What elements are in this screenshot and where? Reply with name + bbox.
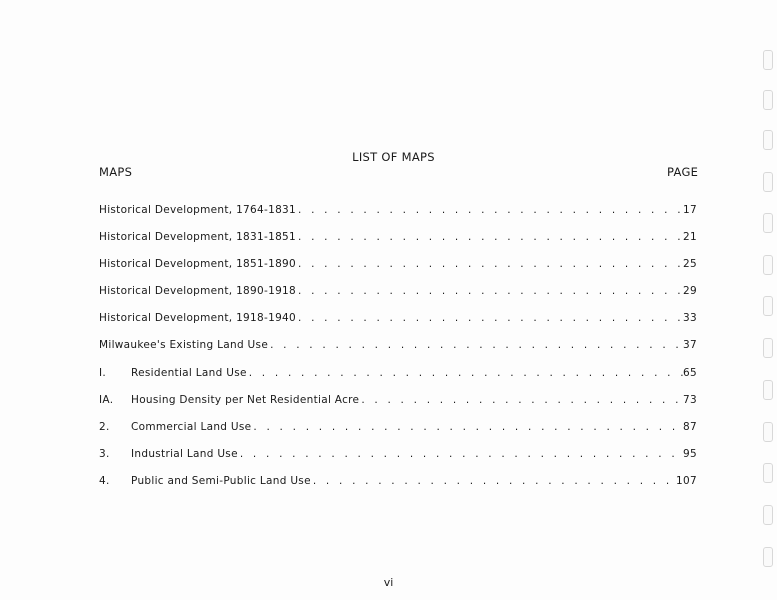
toc-entry-label: Industrial Land Use [131,447,238,460]
table-of-contents [99,204,697,502]
binder-hole [763,338,773,358]
toc-entry-page: 107 [676,474,697,487]
toc-entry-page: 73 [683,393,697,406]
binder-hole [763,463,773,483]
toc-entry [99,312,697,339]
toc-entry [99,204,697,231]
toc-entry-page: 37 [683,339,697,352]
dot-leader [361,394,683,406]
page-title: LIST OF MAPS [352,150,435,164]
toc-entry [99,285,697,312]
toc-entry [99,231,697,258]
toc-entry [99,421,697,448]
binder-hole [763,213,773,233]
toc-entry-page: 17 [683,204,697,216]
toc-entry [99,258,697,285]
toc-entry-page: 95 [683,447,697,460]
binder-hole [763,172,773,192]
toc-entry [99,448,697,475]
toc-entry-number: 4. [99,474,110,487]
dot-leader [298,231,683,243]
dot-leader [249,367,683,379]
binder-hole [763,505,773,525]
dot-leader [298,258,683,270]
toc-entry-label: Historical Development, 1890-1918 [99,285,297,298]
dot-leader [313,475,676,487]
page-number: vi [383,576,394,589]
toc-entry-label: Milwaukee's Existing Land Use [99,339,269,352]
toc-entry-page: 65 [683,366,697,379]
dot-leader [270,339,683,351]
toc-entry-page: 21 [683,231,697,244]
toc-entry-page: 33 [683,312,697,325]
binder-hole [763,90,773,110]
binder-hole [763,547,773,567]
binder-holes [763,50,773,570]
toc-entry [99,394,697,421]
toc-entry-label: Historical Development, 1831-1851 [99,231,297,244]
dot-leader [240,448,683,460]
dot-leader [298,285,683,297]
toc-entry-label: Historical Development, 1918-1940 [99,312,297,325]
toc-entry-number: 3. [99,447,110,460]
toc-entry-label: Housing Density per Net Residential Acre [131,393,360,406]
toc-entry-page: 87 [683,420,697,433]
toc-entry [99,367,697,394]
toc-entry-number: I. [99,366,107,379]
dot-leader [298,312,683,324]
binder-hole [763,130,773,150]
toc-entry-label: Public and Semi-Public Land Use [131,474,311,487]
page-column-header: PAGE [667,165,699,179]
toc-entry [99,475,697,502]
toc-entry-label: Historical Development, 1851-1890 [99,258,297,271]
binder-hole [763,296,773,316]
binder-hole [763,50,773,70]
toc-entry-label: Residential Land Use [131,366,247,379]
toc-entry-page: 29 [683,285,697,298]
toc-entry-number: 2. [99,420,110,433]
toc-entry-page: 25 [683,258,697,271]
toc-entry-number: IA. [99,393,114,406]
maps-column-header: MAPS [99,165,133,179]
toc-entry [99,339,697,366]
toc-entry-label: Historical Development, 1764-1831 [99,204,297,216]
binder-hole [763,380,773,400]
dot-leader [298,204,683,216]
toc-entry-label: Commercial Land Use [131,420,252,433]
dot-leader [253,421,683,433]
binder-hole [763,255,773,275]
binder-hole [763,422,773,442]
